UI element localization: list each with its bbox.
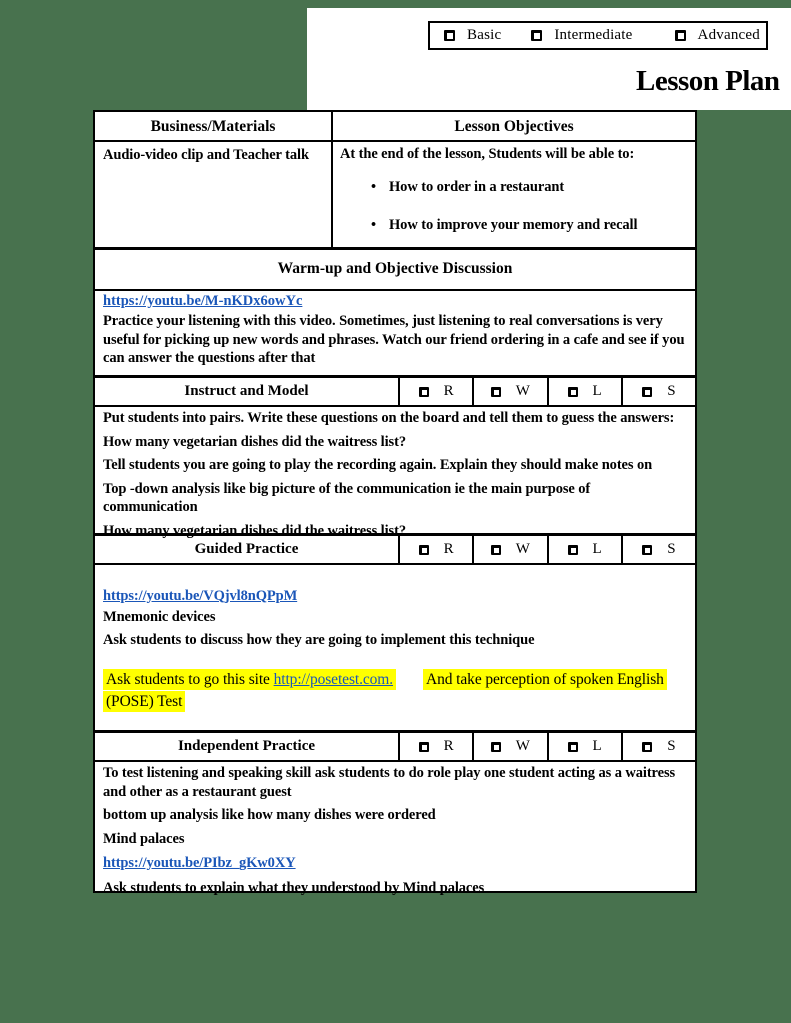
- skill-cell-listening: L: [549, 536, 623, 563]
- speaking-checkbox[interactable]: [642, 387, 652, 397]
- independent-practice-title: Independent Practice: [95, 733, 400, 760]
- instruct-model-line: How many vegetarian dishes did the waitress list?: [103, 522, 406, 539]
- instruct-model-body: [95, 407, 695, 539]
- listening-checkbox[interactable]: [568, 742, 578, 752]
- skill-cell-speaking: S: [623, 378, 695, 405]
- speaking-checkbox[interactable]: [642, 742, 652, 752]
- speaking-checkbox[interactable]: [642, 545, 652, 555]
- lesson-plan-table: [93, 110, 697, 896]
- skill-cell-writing: W: [474, 733, 548, 760]
- level-selector-box: [428, 21, 768, 50]
- instruct-model-line: Put students into pairs. Write these questions on the board and tell them to guess the answers:: [103, 410, 675, 426]
- bullet-icon: •: [371, 217, 376, 234]
- instruct-model-header-row: [95, 378, 695, 407]
- guided-practice-line: Ask students to discuss how they are going to implement this technique: [103, 632, 535, 649]
- independent-practice-header-row: [95, 733, 695, 762]
- objectives-list: [333, 178, 695, 235]
- level-option-advanced: [675, 27, 760, 44]
- level-option-basic: [444, 27, 501, 44]
- skill-cell-reading: R: [400, 536, 474, 563]
- independent-practice-body: [95, 762, 695, 896]
- page-title: Lesson Plan: [636, 65, 780, 97]
- advanced-label: Advanced: [697, 27, 760, 43]
- materials-objectives-row: [95, 142, 695, 250]
- instruct-model-line: Tell students you are going to play the recording again. Explain they should make notes on: [103, 457, 653, 474]
- reading-checkbox[interactable]: [419, 387, 429, 397]
- warmup-title: Warm-up and Objective Discussion: [277, 260, 513, 277]
- reading-checkbox[interactable]: [419, 742, 429, 752]
- independent-practice-line: Ask students to explain what they understood by Mind palaces: [103, 879, 485, 896]
- highlight-sentence: Ask students to go this site http://posetest.com.: [103, 669, 396, 690]
- mind-palace-video-link[interactable]: https://youtu.be/PIbz_gKw0XY: [103, 855, 296, 872]
- independent-practice-line: bottom up analysis like how many dishes were ordered: [103, 807, 436, 824]
- skill-cell-speaking: S: [623, 536, 695, 563]
- skill-cell-speaking: S: [623, 733, 695, 760]
- highlighted-instruction-line-2: [95, 691, 695, 713]
- objectives-intro: At the end of the lesson, Students will be able to:: [340, 146, 635, 162]
- warmup-text: Practice your listening with this video. Sometimes, just listening to real conversations is very useful for picking up new words and phrases. Watch our friend ordering in a cafe and see if you can answer the questions after that: [103, 313, 685, 367]
- writing-checkbox[interactable]: [491, 742, 501, 752]
- writing-checkbox[interactable]: [491, 387, 501, 397]
- highlight-sentence: And take perception of spoken English: [423, 669, 667, 690]
- warmup-section-header: [95, 250, 695, 291]
- table-header-row: [95, 112, 695, 142]
- skill-cell-writing: W: [474, 536, 548, 563]
- warmup-video-link[interactable]: https://youtu.be/M-nKDx6owYc: [103, 293, 303, 309]
- bullet-icon: •: [371, 178, 376, 195]
- guided-practice-video-link[interactable]: https://youtu.be/VQjvl8nQPpM: [103, 588, 298, 604]
- objective-item: • How to improve your memory and recall: [371, 217, 638, 234]
- independent-practice-line: To test listening and speaking skill ask students to do role play one student acting as a waitress and other as a restaurant guest: [103, 765, 676, 800]
- basic-label: Basic: [467, 27, 502, 43]
- listening-checkbox[interactable]: [568, 387, 578, 397]
- highlight-sentence: (POSE) Test: [103, 691, 185, 712]
- skill-cell-writing: W: [474, 378, 548, 405]
- listening-checkbox[interactable]: [568, 545, 578, 555]
- writing-checkbox[interactable]: [491, 545, 501, 555]
- instruct-model-line: How many vegetarian dishes did the waitress list?: [103, 433, 406, 450]
- instruct-model-line: Top -down analysis like big picture of the communication ie the main purpose of communication: [103, 480, 591, 516]
- materials-cell: Audio-video clip and Teacher talk: [95, 142, 333, 247]
- instruct-model-title: Instruct and Model: [95, 378, 400, 405]
- warmup-section-body: [95, 291, 695, 378]
- posetest-link[interactable]: http://posetest.com.: [273, 670, 394, 688]
- intermediate-label: Intermediate: [554, 27, 633, 43]
- skill-cell-reading: R: [400, 378, 474, 405]
- highlighted-instruction-line-1: [95, 669, 695, 691]
- guided-practice-header-row: [95, 536, 695, 565]
- guided-practice-body: [95, 565, 695, 733]
- column-header-business-materials: Business/Materials: [95, 112, 333, 140]
- page-top-white-area: [307, 8, 791, 110]
- basic-checkbox[interactable]: [444, 30, 455, 41]
- advanced-checkbox[interactable]: [675, 30, 686, 41]
- skill-cell-listening: L: [549, 733, 623, 760]
- objective-item: • How to order in a restaurant: [371, 178, 565, 195]
- objectives-cell: [333, 142, 695, 247]
- reading-checkbox[interactable]: [419, 545, 429, 555]
- independent-practice-line: Mind palaces: [103, 830, 185, 847]
- skill-cell-reading: R: [400, 733, 474, 760]
- skill-cell-listening: L: [549, 378, 623, 405]
- guided-practice-title: Guided Practice: [95, 536, 400, 563]
- level-option-intermediate: [531, 27, 632, 44]
- intermediate-checkbox[interactable]: [531, 30, 542, 41]
- column-header-lesson-objectives: Lesson Objectives: [454, 118, 574, 135]
- guided-practice-line: Mnemonic devices: [103, 608, 216, 625]
